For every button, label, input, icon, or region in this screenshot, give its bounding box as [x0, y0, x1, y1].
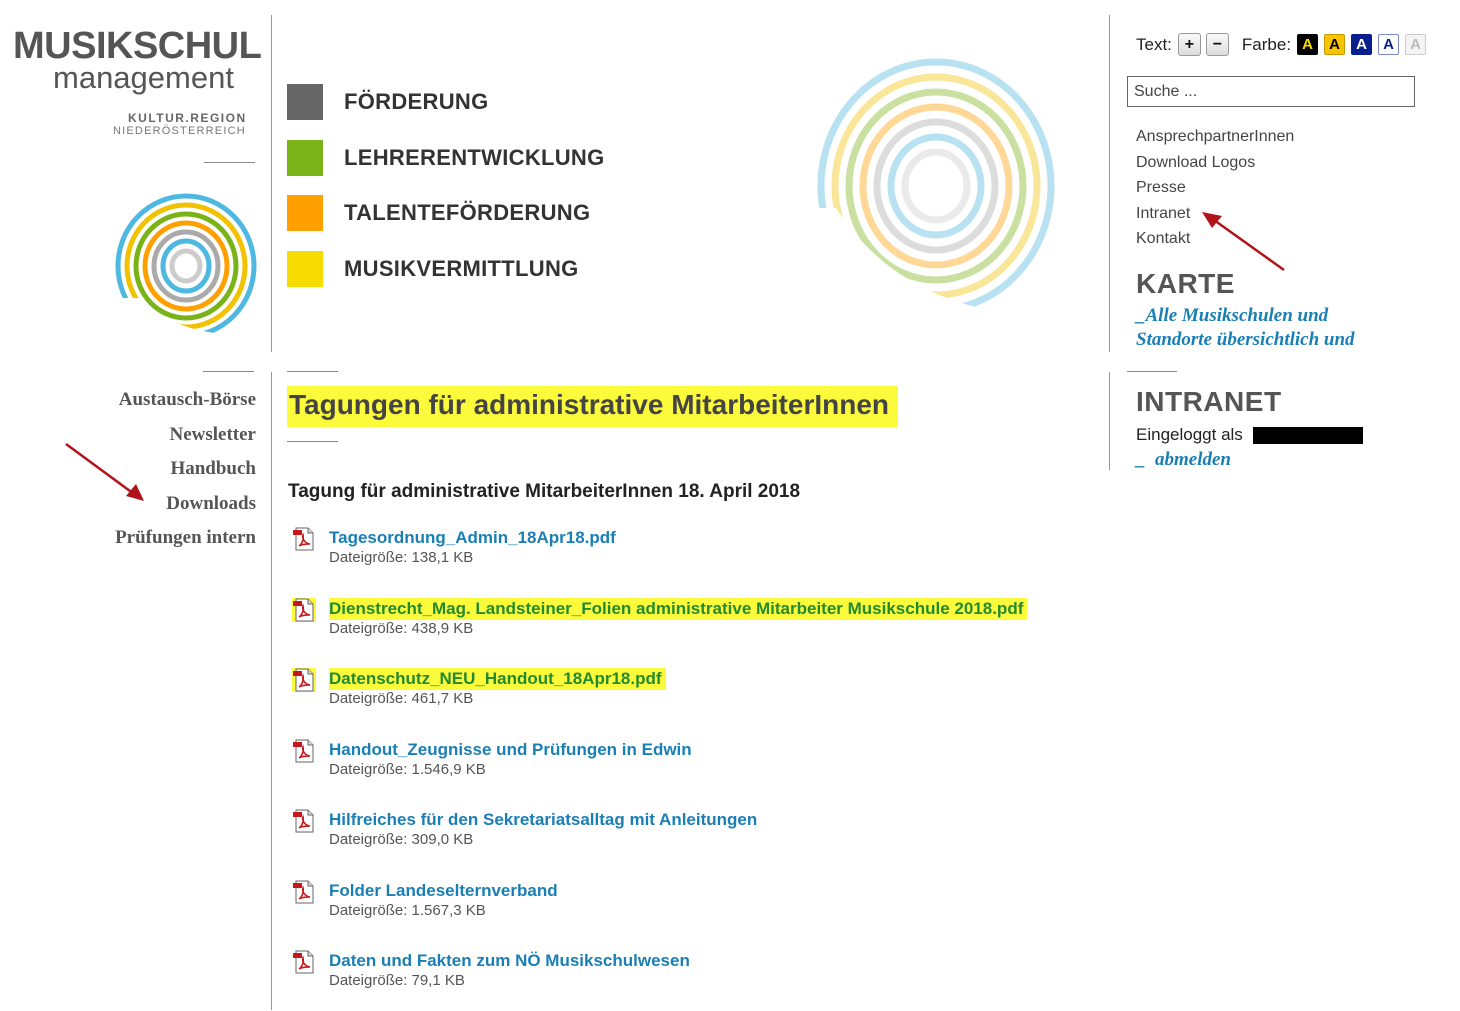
color-scheme-black-on-yellow-button[interactable]: A: [1324, 34, 1345, 55]
pdf-file-icon[interactable]: [292, 809, 316, 833]
category-lehrerentwicklung[interactable]: [287, 140, 605, 176]
category-swatch: [287, 140, 323, 176]
column-separator: [271, 372, 272, 1010]
side-nav-austausch-boerse[interactable]: Austausch-Börse: [118, 389, 256, 410]
divider: [204, 162, 255, 163]
logo-subtitle[interactable]: management: [53, 60, 234, 95]
download-link[interactable]: Folder Landeselternverband: [329, 881, 558, 900]
logout-link[interactable]: _ abmelden: [1136, 449, 1231, 470]
pdf-file-icon[interactable]: [292, 950, 316, 974]
page-title: Tagungen für administrative MitarbeiterInnen: [287, 386, 898, 427]
category-label: FÖRDERUNG: [344, 89, 489, 114]
download-link[interactable]: Handout_Zeugnisse und Prüfungen in Edwin: [329, 740, 692, 759]
file-size: Dateigröße: 309,0 KB: [329, 831, 474, 848]
category-musikvermittlung[interactable]: [287, 251, 579, 287]
search-input[interactable]: [1127, 76, 1415, 107]
category-swatch: [287, 84, 323, 120]
decorative-spiral-icon: [806, 58, 1056, 322]
logged-in-label: Eingeloggt als: [1136, 425, 1243, 444]
color-scheme-yellow-on-black-button[interactable]: A: [1297, 34, 1318, 55]
map-heading: KARTE: [1136, 268, 1235, 299]
text-increase-button[interactable]: +: [1178, 33, 1201, 56]
quick-link-download-logos[interactable]: Download Logos: [1136, 153, 1256, 171]
file-size: Dateigröße: 79,1 KB: [329, 972, 465, 989]
pdf-file-icon[interactable]: [292, 880, 316, 904]
download-link[interactable]: Tagesordnung_Admin_18Apr18.pdf: [329, 528, 616, 547]
category-swatch: [287, 251, 323, 287]
download-link[interactable]: Hilfreiches für den Sekretariatsalltag mit Anleitungen: [329, 810, 758, 829]
category-swatch: [287, 195, 323, 231]
file-size: Dateigröße: 1.567,3 KB: [329, 902, 486, 919]
accessibility-toolbar: [1136, 33, 1426, 56]
org-name-line2: NIEDERÖSTERREICH: [113, 125, 246, 137]
download-link[interactable]: Dienstrecht_Mag. Landsteiner_Folien administrative Mitarbeiter Musikschule 2018.pdf: [329, 598, 1027, 620]
color-scheme-white-on-blue-button[interactable]: A: [1351, 34, 1372, 55]
side-nav-newsletter[interactable]: Newsletter: [169, 423, 256, 445]
map-link-line2: Standorte übersichtlich und: [1136, 329, 1355, 350]
pdf-file-icon[interactable]: [292, 739, 316, 763]
category-label: LEHRERENTWICKLUNG: [344, 145, 605, 170]
side-nav-downloads[interactable]: Downloads: [166, 492, 256, 514]
pdf-file-icon[interactable]: [292, 668, 316, 692]
divider: [1127, 371, 1177, 372]
file-size: Dateigröße: 1.546,9 KB: [329, 761, 486, 778]
column-separator: [271, 15, 272, 352]
file-size: Dateigröße: 438,9 KB: [329, 620, 474, 637]
annotation-arrow-icon: [60, 438, 150, 504]
divider: [287, 371, 338, 372]
category-label: MUSIKVERMITTLUNG: [344, 256, 579, 281]
side-nav-pruefungen-intern[interactable]: Prüfungen intern: [115, 527, 256, 548]
color-scheme-default-button[interactable]: A: [1405, 34, 1426, 55]
quick-link-presse[interactable]: Presse: [1136, 179, 1186, 196]
text-decrease-button[interactable]: −: [1206, 33, 1229, 56]
pdf-file-icon[interactable]: [292, 527, 316, 551]
divider: [287, 441, 338, 442]
quick-link-intranet[interactable]: Intranet: [1136, 204, 1191, 222]
column-separator: [1109, 372, 1110, 470]
intranet-heading: INTRANET: [1136, 386, 1282, 417]
quick-link-ansprechpartnerinnen[interactable]: AnsprechpartnerInnen: [1136, 128, 1295, 145]
spiral-logo-icon: [112, 186, 258, 340]
map-link-line1: _Alle Musikschulen und: [1136, 305, 1329, 326]
file-size: Dateigröße: 461,7 KB: [329, 690, 474, 707]
org-name-line1: KULTUR.REGION: [128, 111, 247, 125]
color-scheme-blue-on-white-button[interactable]: A: [1378, 34, 1399, 55]
text-size-label: Text:: [1136, 34, 1172, 54]
pdf-file-icon[interactable]: [292, 598, 316, 622]
annotation-arrow-icon: [1196, 206, 1290, 276]
map-link[interactable]: [1136, 304, 1355, 352]
download-link[interactable]: Datenschutz_NEU_Handout_18Apr18.pdf: [329, 668, 666, 690]
download-link[interactable]: Daten und Fakten zum NÖ Musikschulwesen: [329, 951, 690, 970]
category-foerderung[interactable]: [287, 84, 488, 120]
quick-link-kontakt[interactable]: Kontakt: [1136, 230, 1191, 247]
logo-title[interactable]: MUSIKSCHUL: [13, 25, 262, 67]
category-label: TALENTEFÖRDERUNG: [344, 200, 591, 225]
category-talentefoerderung[interactable]: [287, 195, 590, 231]
redacted-username: [1253, 427, 1363, 444]
color-scheme-label: Farbe:: [1241, 34, 1292, 54]
side-nav-handbuch[interactable]: Handbuch: [170, 458, 256, 479]
section-subtitle: Tagung für administrative MitarbeiterInnen 18. April 2018: [288, 481, 801, 502]
file-size: Dateigröße: 138,1 KB: [329, 549, 474, 566]
column-separator: [1109, 15, 1110, 352]
divider: [203, 371, 254, 372]
